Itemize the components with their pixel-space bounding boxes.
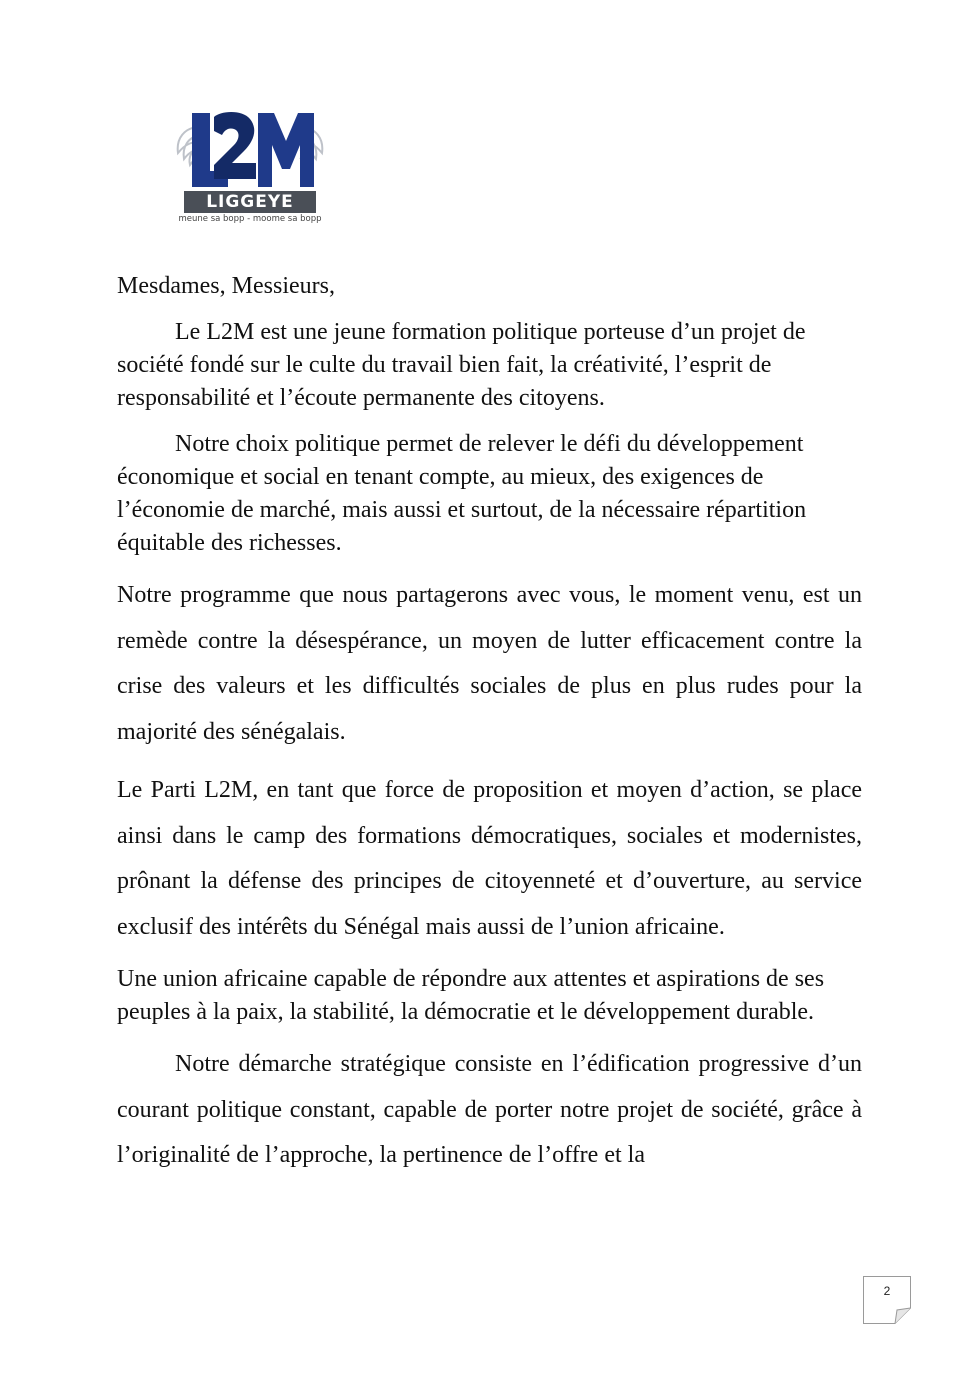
l2m-liggeye-logo — [170, 105, 330, 230]
greeting: Mesdames, Messieurs, — [117, 273, 335, 299]
paragraph-3: Notre programme que nous partagerons avec vous, le moment venu, est un remède contre la désespérance, un moyen de lutter efficacement contre la crise des valeurs et les difficultés sociales de plus en plus rudes pour la majorité des sénégalais. — [117, 582, 862, 745]
letter-body — [117, 270, 862, 1179]
paragraph-5: Une union africaine capable de répondre aux attentes et aspirations de ses peuples à la paix, la stabilité, la démocratie et le développement durable. — [117, 966, 825, 1025]
logo-slogan: meune sa bopp - moome sa bopp — [178, 214, 322, 224]
paragraph-4: Le Parti L2M, en tant que force de proposition et moyen d’action, se place ainsi dans le camp des formations démocratiques, sociales et modernistes, prônant la défense des principes de citoyenneté et d’ouverture, au service exclusif des intérêts du Sénégal mais aussi de l’union africaine. — [117, 777, 862, 940]
paragraph-6: Notre démarche stratégique consiste en l’édification progressive d’un courant politique constant, capable de porter notre projet de société, grâce à l’originalité de l’approche, la pertinence de l’offre et la — [117, 1051, 862, 1168]
paragraph-1: Le L2M est une jeune formation politique porteuse d’un projet de société fondé sur le culte du travail bien fait, la créativité, l’esprit de responsabilité et l’écoute permanente des citoyens. — [117, 319, 806, 411]
logo-banner-text: LIGGEYE — [206, 192, 294, 212]
page-number-box — [863, 1276, 911, 1324]
page-number: 2 — [883, 1284, 891, 1298]
paragraph-2: Notre choix politique permet de relever le défi du développement économique et social en tenant compte, au mieux, des exigences de l’économie de marché, mais aussi et surtout, de la nécessaire répartition équitable des richesses. — [117, 431, 807, 556]
